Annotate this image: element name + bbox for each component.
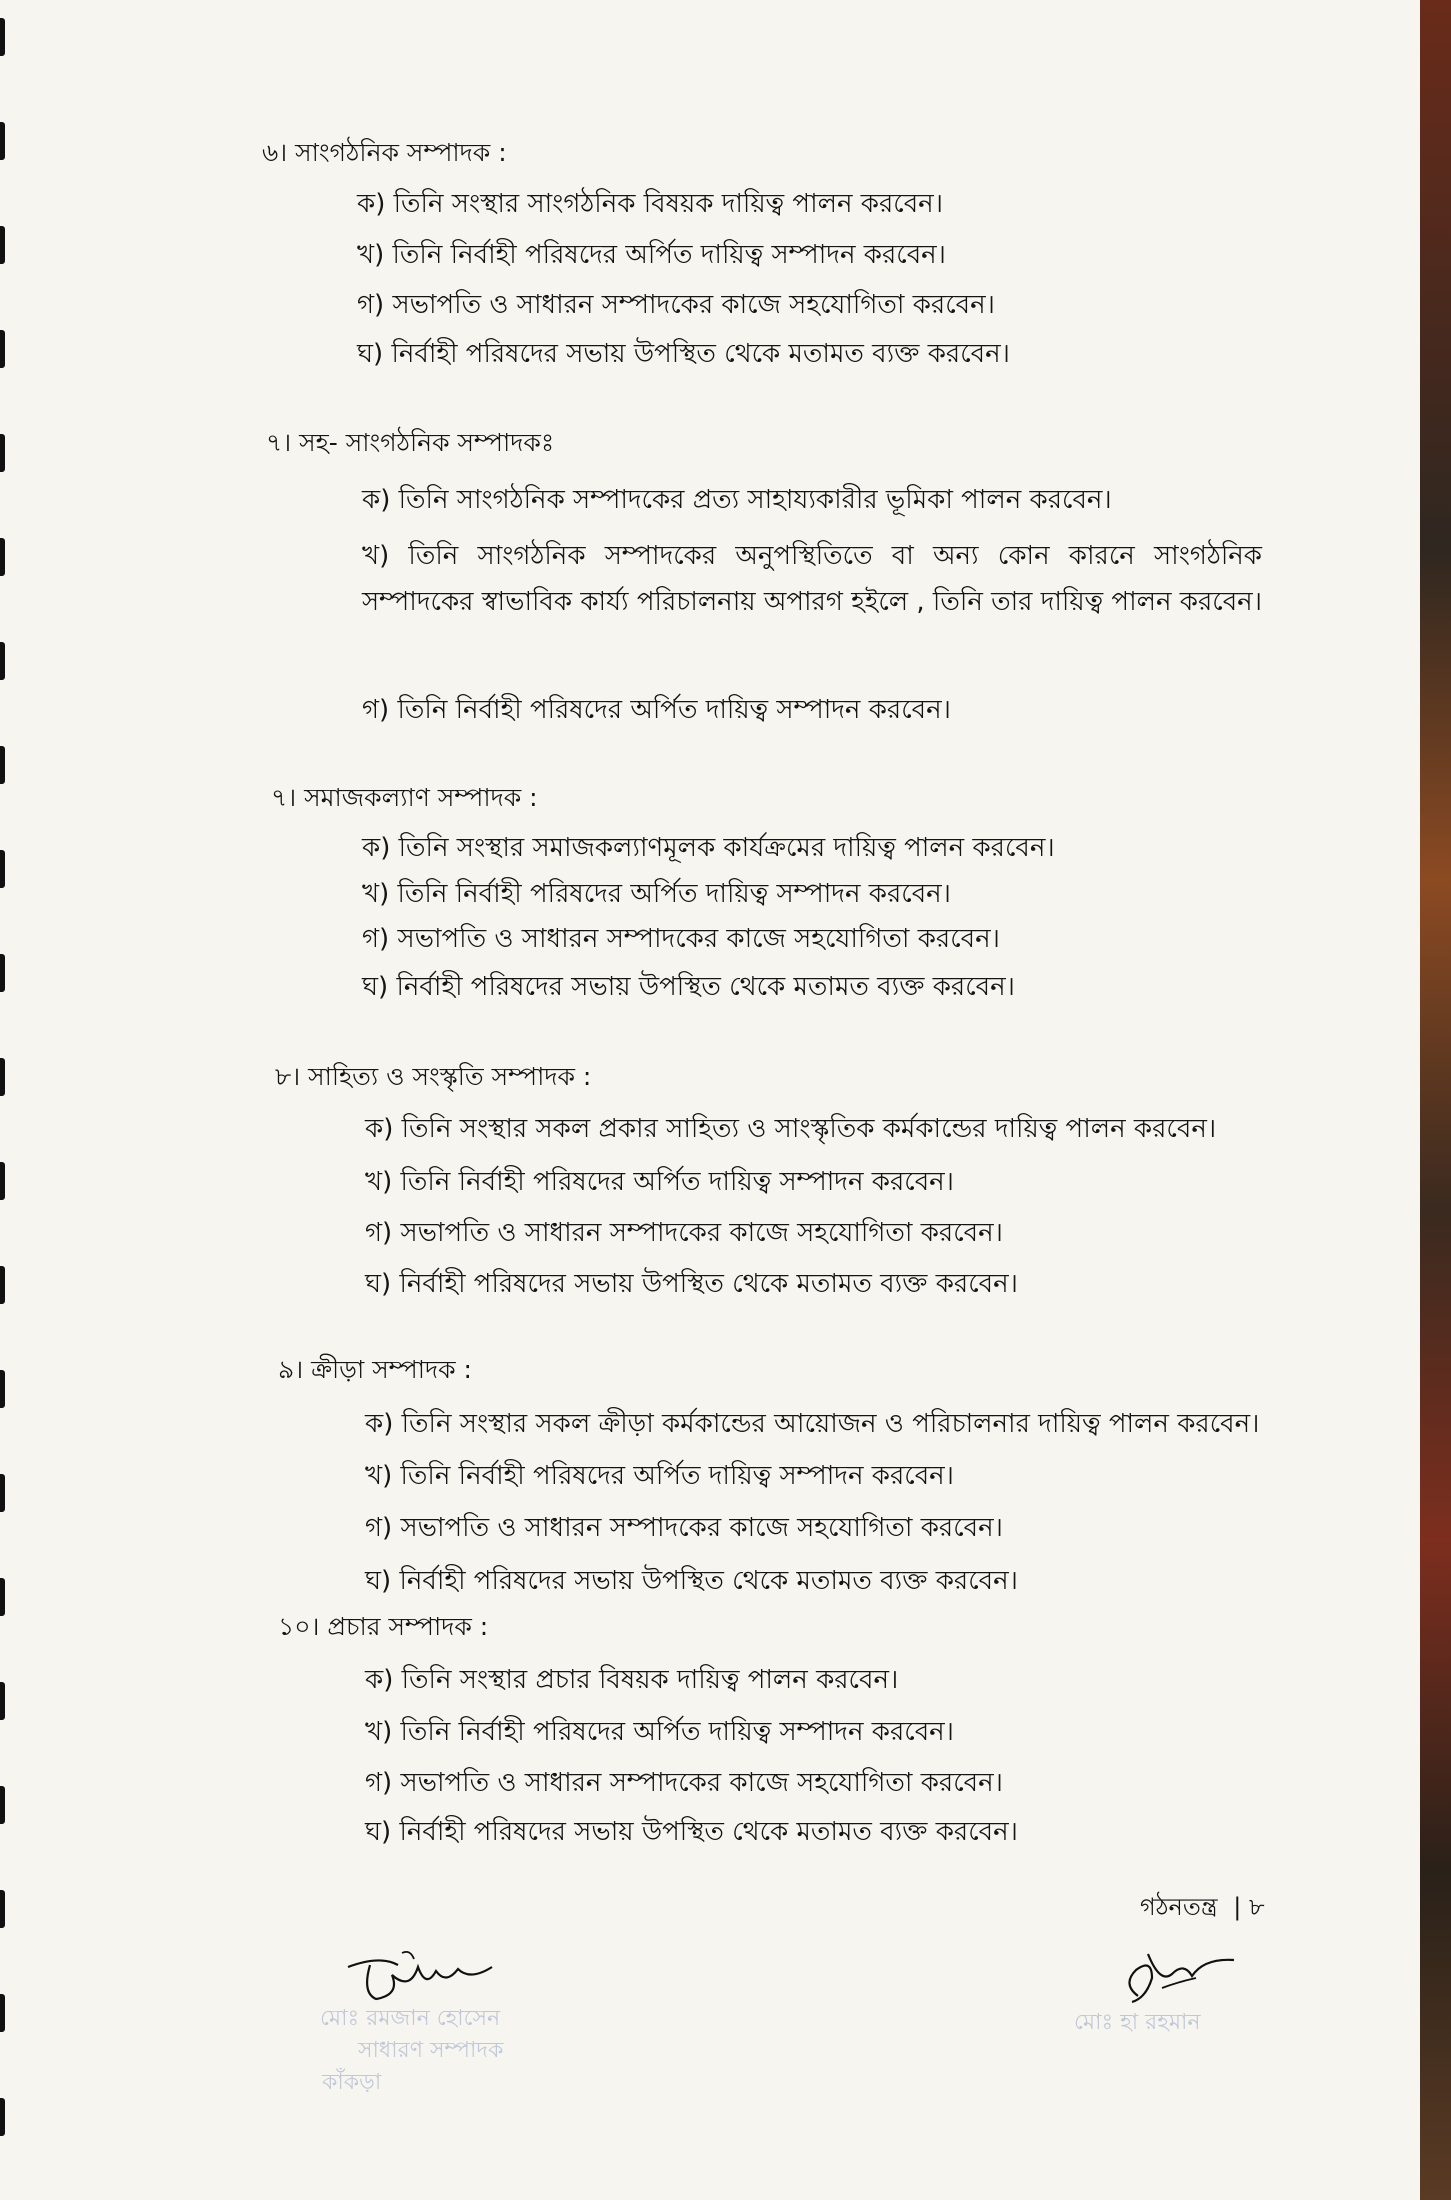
list-item: গ) সভাপতি ও সাধারন সম্পাদকের কাজে সহযোগিতা করবেন। bbox=[365, 1768, 1003, 1798]
list-item: ক) তিনি সংস্থার সকল প্রকার সাহিত্য ও সাংস্কৃতিক কর্মকান্ডের দায়িত্ব পালন করবেন। bbox=[365, 1114, 1217, 1144]
list-item: ক) তিনি সংস্থার প্রচার বিষয়ক দায়িত্ব পালন করবেন। bbox=[365, 1665, 899, 1695]
signature-right bbox=[1118, 1944, 1238, 2014]
list-item: গ) সভাপতি ও সাধারন সম্পাদকের কাজে সহযোগিতা করবেন। bbox=[362, 924, 1000, 954]
page-footer: গঠনতন্ত্র | ৮ bbox=[1140, 1893, 1265, 1921]
list-item: খ) তিনি সাংগঠনিক সম্পাদকের অনুপস্থিতিতে বা অন্য কোন কারনে সাংগঠনিক সম্পাদকের স্বাভাবিক কার্য্য পরিচালনায় অপারগ হইলে , তিনি তার দায়িত্ব পালন করবেন। bbox=[362, 541, 1263, 617]
list-item: গ) সভাপতি ও সাধারন সম্পাদকের কাজে সহযোগিতা করবেন। bbox=[357, 290, 995, 320]
list-item: খ) তিনি নির্বাহী পরিষদের অর্পিত দায়িত্ব সম্পাদন করবেন। bbox=[357, 240, 946, 270]
list-item: ঘ) নির্বাহী পরিষদের সভায় উপস্থিত থেকে মতামত ব্যক্ত করবেন। bbox=[357, 339, 1010, 369]
list-item: খ) তিনি নির্বাহী পরিষদের অর্পিত দায়িত্ব সম্পাদন করবেন। bbox=[365, 1167, 954, 1197]
section-title: ১০। প্রচার সম্পাদক : bbox=[278, 1612, 489, 1641]
section-title: ৬। সাংগঠনিক সম্পাদক : bbox=[262, 138, 507, 167]
footer-label: গঠনতন্ত্র bbox=[1140, 1893, 1218, 1921]
section-title: ৭। সহ- সাংগঠনিক সম্পাদকঃ bbox=[266, 428, 555, 457]
list-item: ঘ) নির্বাহী পরিষদের সভায় উপস্থিত থেকে মতামত ব্যক্ত করবেন। bbox=[365, 1269, 1018, 1299]
stamp-left-place: কাঁকড়া bbox=[322, 2070, 382, 2095]
list-item: ক) তিনি সংস্থার সাংগঠনিক বিষয়ক দায়িত্ব পালন করবেন। bbox=[357, 189, 944, 219]
section-title: ৯। ক্রীড়া সম্পাদক : bbox=[278, 1355, 472, 1384]
list-item: ক) তিনি সাংগঠনিক সম্পাদকের প্রত্য সাহায্যকারীর ভূমিকা পালন করবেন। bbox=[362, 485, 1112, 515]
list-item: ঘ) নির্বাহী পরিষদের সভায় উপস্থিত থেকে মতামত ব্যক্ত করবেন। bbox=[362, 972, 1015, 1002]
section-title: ৭। সমাজকল্যাণ সম্পাদক : bbox=[271, 783, 538, 812]
list-item: গ) তিনি নির্বাহী পরিষদের অর্পিত দায়িত্ব সম্পাদন করবেন। bbox=[362, 695, 951, 725]
list-item: খ) তিনি নির্বাহী পরিষদের অর্পিত দায়িত্ব সম্পাদন করবেন। bbox=[365, 1717, 954, 1747]
list-item: ঘ) নির্বাহী পরিষদের সভায় উপস্থিত থেকে মতামত ব্যক্ত করবেন। bbox=[365, 1817, 1018, 1847]
list-item: খ) তিনি নির্বাহী পরিষদের অর্পিত দায়িত্ব সম্পাদন করবেন। bbox=[362, 879, 951, 909]
list-item: গ) সভাপতি ও সাধারন সম্পাদকের কাজে সহযোগিতা করবেন। bbox=[365, 1218, 1003, 1248]
list-item: ক) তিনি সংস্থার সকল ক্রীড়া কর্মকান্ডের আয়োজন ও পরিচালনার দায়িত্ব পালন করবেন। bbox=[365, 1409, 1260, 1439]
list-item: ঘ) নির্বাহী পরিষদের সভায় উপস্থিত থেকে মতামত ব্যক্ত করবেন। bbox=[365, 1566, 1018, 1596]
signature-left bbox=[340, 1945, 500, 2005]
background-edge bbox=[1420, 0, 1451, 2200]
stamp-left-title: সাধারণ সম্পাদক bbox=[358, 2038, 504, 2063]
list-item: খ) তিনি নির্বাহী পরিষদের অর্পিত দায়িত্ব সম্পাদন করবেন। bbox=[365, 1461, 954, 1491]
list-item: ক) তিনি সংস্থার সমাজকল্যাণমূলক কার্যক্রমের দায়িত্ব পালন করবেন। bbox=[362, 833, 1055, 863]
page-number: ৮ bbox=[1248, 1893, 1265, 1921]
stamp-right-name: মোঃ হা রহমান bbox=[1074, 2010, 1201, 2035]
section-title: ৮। সাহিত্য ও সংস্কৃতি সম্পাদক : bbox=[275, 1062, 592, 1091]
list-item: গ) সভাপতি ও সাধারন সম্পাদকের কাজে সহযোগিতা করবেন। bbox=[365, 1513, 1003, 1543]
stamp-left-name: মোঃ রমজান হোসেন bbox=[320, 2006, 501, 2031]
